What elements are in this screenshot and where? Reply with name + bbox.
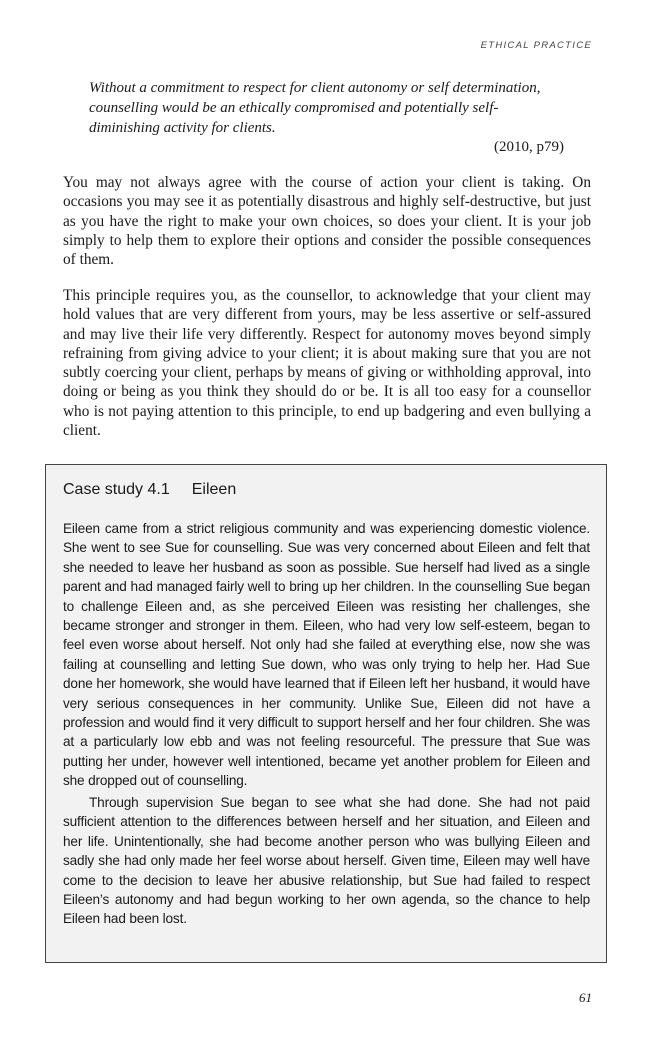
case-study-paragraph-2: Through supervision Sue began to see what she had done. She had not paid sufficient attention to the differences between herself and her situation, and Eileen and her life. Unintentionally, she had become another person who was bullying Eileen and sadly she had only made her feel worse about herself. Given time, Eileen may well have come to the decision to leave her abusive relationship, but Sue had failed to respect Eileen’s autonomy and had begun working to her own agenda, so the chance to help Eileen had been lost. — [63, 795, 590, 927]
case-study-label: Case study 4.1 — [63, 481, 170, 498]
block-quote: Without a commitment to respect for client autonomy or self determination, counselling would be an ethically compromised and potentially self-diminishing activity for clients. — [89, 80, 541, 136]
case-study-name: Eileen — [191, 481, 237, 498]
body-paragraph-2: This principle requires you, as the counsellor, to acknowledge that your client may hold values that are very different from yours, may be less assertive or self-assured and may live their life very differently. Respect for autonomy moves beyond simply refraining from giving advice to your client; it is about making sure that you are not subtly coercing your client, perhaps by means of giving or withholding approval, into doing or being as you think they should do or be. It is all too easy for a counsellor who is not paying attention to this principle, to end up badgering and even bullying a client. — [63, 287, 591, 440]
case-study-box — [45, 464, 607, 963]
quote-citation: (2010, p79) — [494, 139, 564, 155]
body-paragraph-1: You may not always agree with the course of action your client is taking. On occasions you may see it as potentially disastrous and highly self-destructive, but just as you have the right to make your own choices, so does your client. It is your job simply to help them to explore their options and consider the possible consequences of them. — [63, 174, 591, 269]
case-study-paragraph-1: Eileen came from a strict religious community and was experiencing domestic violence. She went to see Sue for counselling. Sue was very concerned about Eileen and felt that she needed to leave her husband as soon as possible. Sue herself had lived as a single parent and had managed fairly well to bring up her children. In the counselling Sue began to challenge Eileen and, as she perceived Eileen was resisting her challenges, she became stronger and stronger in them. Eileen, who had very low self-esteem, began to feel even worse about herself. Not only had she failed at everything else, now she was failing at counselling and letting Sue down, who was only trying to help her. Had Sue done her homework, she would have learned that if Eileen left her husband, it would have very serious consequences in her community. Unlike Sue, Eileen did not have a profession and would find it very difficult to support herself and her four children. She was at a particularly low ebb and was not feeling resourceful. The pressure that Sue was putting her under, however well intentioned, became yet another problem for Eileen and she dropped out of counselling. — [63, 521, 590, 789]
page-number: 61 — [579, 990, 592, 1005]
case-study-title — [63, 480, 236, 500]
running-head: ETHICAL PRACTICE — [480, 40, 592, 51]
